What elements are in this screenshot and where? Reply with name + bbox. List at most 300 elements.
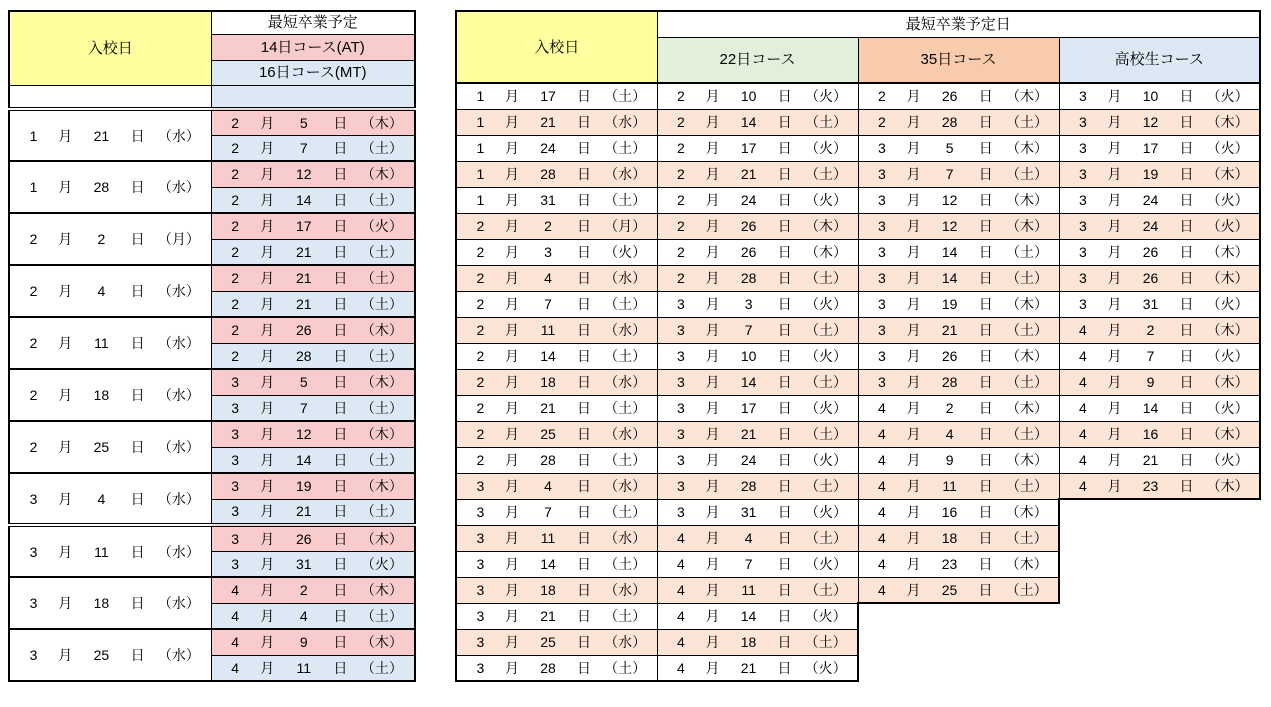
course-22-date-cell [657,525,858,551]
month-unit: 月 [505,192,519,208]
day-unit: 日 [777,659,792,676]
weekday: （木） [804,244,847,260]
date-text [212,116,415,130]
day-number: 14 [296,451,312,468]
month-unit: 月 [1107,452,1122,468]
left-table-title: 最短卒業予定 [211,11,415,34]
day-number: 24 [1142,218,1159,234]
course-highschool-date-cell [1059,447,1260,473]
day-number: 18 [93,387,110,403]
month-number: 2 [677,88,685,105]
date-text [10,284,211,298]
course-35-date-cell [858,187,1059,213]
month-unit: 月 [705,114,720,130]
month-unit: 月 [260,478,275,495]
month-unit: 月 [906,374,921,390]
day-number: 2 [945,400,954,416]
at-course-date-cell [211,109,415,135]
month-unit: 月 [705,166,720,182]
weekday: （土） [604,452,647,468]
month-unit: 月 [705,504,720,520]
date-text [212,297,415,311]
course-highschool-date-cell [1059,213,1260,239]
left-table-row [9,577,415,603]
day-unit: 日 [978,192,993,208]
date-text [859,427,1059,441]
course-highschool-date-cell [1059,161,1260,187]
month-number: 3 [231,503,239,520]
date-text [212,323,415,337]
month-unit: 月 [505,88,519,105]
date-text [658,375,858,389]
day-number: 17 [740,140,757,156]
day-number: 17 [1142,140,1159,156]
day-number: 21 [296,243,312,260]
month-number: 3 [677,504,685,520]
left-table-row [9,109,415,135]
day-unit: 日 [1179,322,1194,338]
month-number: 3 [476,504,485,520]
right-entry-header: 入校日 [456,11,657,83]
month-number: 4 [677,608,685,624]
course-highschool-date-cell [1059,109,1260,135]
mt-course-date-cell [211,603,415,629]
month-unit: 月 [1107,400,1122,416]
day-number: 7 [945,166,954,182]
month-unit: 月 [1107,114,1122,130]
weekday: （木） [1206,477,1249,494]
weekday: （土） [604,140,647,156]
day-number: 28 [540,659,556,676]
month-unit: 月 [705,400,720,416]
at-course-date-cell [211,629,415,655]
day-unit: 日 [978,244,993,260]
month-number: 3 [476,659,485,676]
right-table-row [456,603,1260,629]
month-unit: 月 [260,659,275,676]
right-table-row [456,525,1260,551]
entry-date-cell [456,239,657,265]
month-unit: 月 [505,140,519,156]
weekday: （木） [1005,192,1048,208]
course-22-date-cell [657,343,858,369]
weekday: （水） [157,387,200,403]
date-text [457,115,657,129]
course-35-date-cell [858,421,1059,447]
course-highschool-date-cell [1059,135,1260,161]
date-text [10,129,211,143]
month-unit: 月 [1107,426,1122,442]
day-unit: 日 [576,582,591,598]
day-number: 10 [740,348,757,364]
day-unit: 日 [978,400,993,416]
month-number: 3 [677,426,685,442]
month-unit: 月 [705,452,720,468]
right-table-row [456,421,1260,447]
day-number: 3 [744,296,753,312]
mt-course-date-cell [211,551,415,577]
weekday: （木） [360,166,403,183]
weekday: （土） [360,270,403,287]
date-text [658,271,858,285]
month-number: 3 [1079,270,1087,286]
day-number: 18 [93,595,110,611]
date-text [658,531,858,545]
weekday: （土） [360,295,403,312]
date-text [859,401,1059,415]
day-unit: 日 [576,556,591,572]
date-text [1060,349,1260,363]
date-text [859,297,1059,311]
entry-date-cell [456,499,657,525]
month-number: 3 [231,555,239,572]
date-text [457,297,657,311]
date-text [859,479,1059,493]
date-text [457,635,657,649]
entry-date-cell [456,395,657,421]
day-number: 2 [544,218,552,234]
course-22-date-cell [657,447,858,473]
course-22-date-cell [657,629,858,655]
day-number: 17 [740,400,757,416]
date-text [859,349,1059,363]
day-number: 28 [740,270,757,286]
day-number: 25 [540,426,556,442]
day-unit: 日 [130,439,145,455]
day-unit: 日 [777,556,792,572]
month-number: 1 [476,192,485,208]
month-number: 2 [231,166,239,183]
right-course-22-header: 22日コース [657,37,858,83]
day-unit: 日 [130,335,145,351]
day-unit: 日 [1179,140,1194,156]
month-unit: 月 [705,348,720,364]
weekday: （火） [804,608,847,624]
day-unit: 日 [333,478,348,495]
month-unit: 月 [1107,244,1122,260]
day-number: 7 [744,556,753,572]
month-unit: 月 [58,387,73,403]
weekday: （水） [157,283,200,299]
day-unit: 日 [130,179,145,195]
day-number: 28 [941,114,958,130]
weekday: （木） [1005,88,1048,105]
date-text [212,349,415,363]
entry-date-cell [456,291,657,317]
day-unit: 日 [978,114,993,130]
course-highschool-date-cell [1059,421,1260,447]
day-number: 21 [296,503,312,520]
day-number: 21 [540,608,556,624]
weekday: （月） [604,218,647,234]
date-text [1060,271,1260,285]
day-unit: 日 [576,608,591,624]
day-unit: 日 [978,296,993,312]
date-text [457,349,657,363]
date-text [457,505,657,519]
month-number: 4 [231,607,239,624]
weekday: （木） [1206,374,1249,390]
day-number: 12 [1142,114,1159,130]
weekday: （木） [1206,114,1249,130]
month-number: 3 [878,348,886,364]
date-text [10,232,211,246]
month-unit: 月 [705,244,720,260]
weekday: （火） [1206,452,1249,468]
mt-course-date-cell [211,499,415,525]
day-number: 11 [741,582,756,598]
entry-date-cell [456,629,657,655]
date-text [658,427,858,441]
month-unit: 月 [505,634,519,650]
day-unit: 日 [576,478,591,494]
weekday: （火） [1206,140,1249,156]
month-unit: 月 [58,179,73,195]
day-unit: 日 [777,322,792,338]
day-unit: 日 [576,374,591,390]
right-table-row [456,239,1260,265]
day-unit: 日 [777,530,792,546]
date-text [10,545,211,559]
date-text [10,596,211,610]
day-unit: 日 [333,114,348,131]
day-number: 11 [296,659,312,676]
month-unit: 月 [505,114,519,130]
month-unit: 月 [705,608,720,624]
day-number: 26 [296,530,312,547]
course-22-date-cell [657,239,858,265]
day-unit: 日 [333,426,348,443]
weekday: （水） [604,426,647,442]
date-text [1060,297,1260,311]
entry-date-cell [9,525,211,577]
day-number: 18 [740,634,757,650]
month-unit: 月 [1107,166,1122,182]
day-number: 18 [540,582,556,598]
left-table-row [9,161,415,187]
day-unit: 日 [777,478,792,494]
day-unit: 日 [777,426,792,442]
entry-date-cell [456,83,657,109]
day-number: 10 [740,88,757,105]
month-unit: 月 [58,283,73,299]
weekday: （木） [360,114,403,131]
month-unit: 月 [906,581,921,598]
day-number: 12 [296,426,312,443]
weekday: （火） [1206,400,1249,416]
day-number: 28 [540,452,556,468]
course-highschool-date-cell [1059,83,1260,109]
right-table-row [456,551,1260,577]
month-number: 2 [476,400,485,416]
day-number: 28 [93,179,110,195]
month-unit: 月 [705,374,720,390]
month-number: 1 [476,114,485,130]
weekday: （土） [1005,426,1048,442]
weekday: （火） [804,504,847,520]
course-35-date-cell [858,83,1059,109]
month-unit: 月 [906,478,921,494]
weekday: （土） [360,503,403,520]
month-unit: 月 [58,490,73,507]
month-unit: 月 [906,192,921,208]
month-unit: 月 [505,218,519,234]
month-number: 4 [878,556,886,572]
month-number: 1 [476,140,485,156]
day-unit: 日 [333,582,348,599]
month-number: 1 [29,179,38,195]
month-unit: 月 [260,582,275,599]
day-number: 21 [740,166,757,182]
day-unit: 日 [576,504,591,520]
month-number: 4 [1079,452,1087,468]
day-unit: 日 [333,399,348,416]
month-number: 2 [677,270,685,286]
date-text [1060,167,1260,181]
weekday: （木） [360,322,403,339]
month-number: 3 [878,322,886,338]
date-text [658,323,858,337]
month-number: 3 [231,399,239,416]
month-unit: 月 [1107,270,1122,286]
month-number: 4 [878,504,886,520]
month-unit: 月 [505,582,519,598]
date-text [457,245,657,259]
right-table-row [456,499,1260,525]
month-unit: 月 [1107,88,1122,105]
day-number: 7 [544,504,552,520]
entry-date-cell [456,421,657,447]
day-number: 17 [540,88,556,105]
at-course-date-cell [211,473,415,499]
day-number: 2 [1146,322,1155,338]
date-text [212,661,415,675]
day-number: 2 [299,582,308,599]
day-unit: 日 [333,295,348,312]
weekday: （木） [1005,218,1048,234]
month-number: 3 [476,478,485,494]
date-text [10,492,211,506]
month-number: 3 [1079,244,1087,260]
course-22-date-cell [657,317,858,343]
date-text [1060,141,1260,155]
day-unit: 日 [777,88,792,105]
day-unit: 日 [130,127,145,144]
date-text [457,323,657,337]
date-text [212,427,415,441]
month-unit: 月 [705,322,720,338]
weekday: （水） [157,595,200,611]
course-highschool-date-cell [1059,343,1260,369]
right-table-row [456,447,1260,473]
day-number: 19 [941,296,958,312]
month-unit: 月 [505,608,519,624]
month-number: 3 [1079,166,1087,182]
at-course-date-cell [211,577,415,603]
day-number: 12 [941,218,958,234]
weekday: （土） [1005,322,1048,338]
day-number: 16 [941,504,958,520]
weekday: （土） [360,607,403,624]
weekday: （土） [604,348,647,364]
month-number: 4 [1079,322,1087,338]
day-unit: 日 [333,451,348,468]
date-text [1060,193,1260,207]
day-unit: 日 [333,218,348,235]
date-text [859,89,1059,103]
day-unit: 日 [1179,426,1194,442]
day-number: 21 [296,295,312,312]
month-number: 3 [677,478,685,494]
month-number: 2 [878,88,886,105]
right-table-row [456,629,1260,655]
entry-date-cell [9,473,211,525]
date-text [212,219,415,233]
month-unit: 月 [505,400,519,416]
month-unit: 月 [1107,296,1122,312]
weekday: （水） [604,270,647,286]
entry-date-cell [9,161,211,213]
date-text [457,219,657,233]
weekday: （土） [1005,114,1048,130]
month-number: 3 [231,451,239,468]
day-unit: 日 [1179,348,1194,364]
day-number: 26 [740,218,757,234]
month-number: 2 [231,270,239,287]
date-text [658,453,858,467]
day-unit: 日 [978,218,993,234]
day-number: 12 [941,192,958,208]
month-unit: 月 [906,530,921,546]
weekday: （火） [804,348,847,364]
date-text [212,583,415,597]
day-unit: 日 [777,244,792,260]
weekday: （水） [604,114,647,130]
month-number: 4 [878,478,886,494]
date-text [212,557,415,571]
month-unit: 月 [260,451,275,468]
day-unit: 日 [978,504,993,520]
left-table-row [9,317,415,343]
day-number: 4 [544,270,552,286]
month-number: 3 [677,322,685,338]
day-number: 25 [941,581,958,598]
course-35-date-cell [858,499,1059,525]
day-unit: 日 [777,114,792,130]
month-unit: 月 [58,439,73,455]
day-unit: 日 [130,543,145,560]
month-number: 2 [677,192,685,208]
day-number: 7 [299,399,308,416]
month-unit: 月 [260,166,275,183]
course-35-date-cell [858,213,1059,239]
weekday: （水） [157,439,200,455]
month-number: 3 [231,374,239,391]
month-unit: 月 [705,478,720,494]
day-number: 31 [740,504,757,520]
weekday: （水） [157,647,200,663]
month-unit: 月 [906,348,921,364]
month-number: 2 [677,244,685,260]
day-unit: 日 [333,322,348,339]
day-unit: 日 [576,659,591,676]
month-number: 3 [878,166,886,182]
month-unit: 月 [705,426,720,442]
entry-date-cell [456,369,657,395]
date-text [658,583,858,597]
month-number: 3 [677,374,685,390]
day-number: 9 [299,634,308,651]
